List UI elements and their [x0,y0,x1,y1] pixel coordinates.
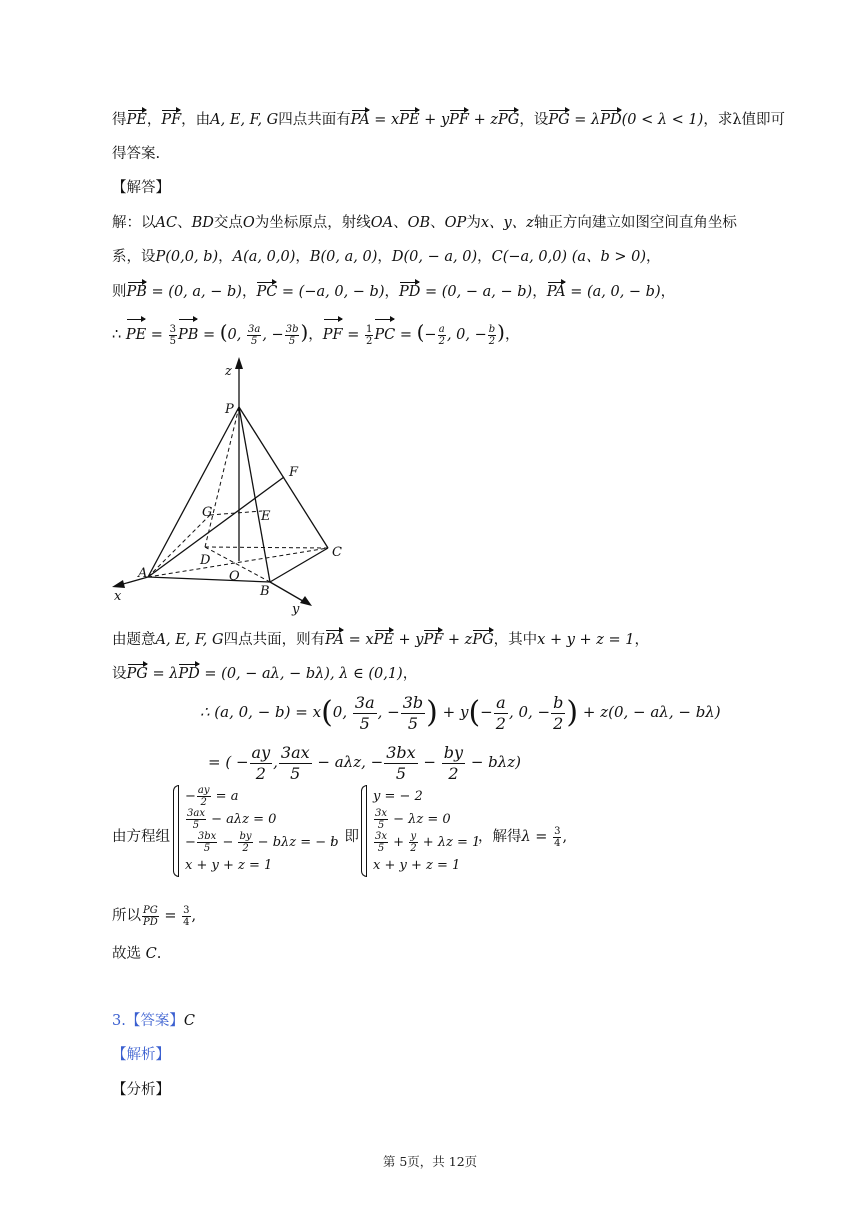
page-footer: 第 5页，共 12页 [382,1154,478,1169]
vector-pe: PE [126,112,147,128]
line-4: 系，设P(0,0, b)，A(a, 0,0)，B(0, a, 0)，D(0, − a, 0)，C(−a, 0,0) (a、b > 0)， [112,249,661,265]
label-y: y [292,602,300,617]
section-jiexi: 【解析】 [112,1047,170,1063]
label-o: O [229,569,240,584]
section-fenxi: 【分析】 [112,1082,170,1098]
line-9: ∴ (a, 0, − b) = x(0, $\frac{3a}{5}$ , − $\frac{3b}{5}$ ) + y(− $\frac{a}{2}$ , 0, − $\frac{b}{2}$ ) + z(0, − aλ, − bλ) [200,692,721,733]
line-6: ∴ PE = $\frac{3}{5}$ PB = (0, $\frac{3a}{5}$ , − $\frac{3b}{5}$ )，PF = $\frac{1}{2}$ PC = (− $\frac{a}{2}$ , 0, − $\frac{b}{2}$ )， [112,316,519,351]
line-7: 由题意A, E, F, G四点共面，则有PA = xPE + yPF + zPG，其中x + y + z = 1， [112,632,649,648]
label-f: F [289,465,299,480]
line-13: 故选 C. [112,946,162,962]
label-x: x [114,589,122,604]
line-2: 得答案. [112,146,161,162]
label-a: A [138,566,148,581]
line-3: 解：以AC、BD交点O为坐标原点，射线OA、OB、OP为x、y、z轴正方向建立如图空间直角坐标 [112,215,737,231]
label-e: E [261,509,271,524]
equation-system-1: − $\frac{ay}{2}$ = a $\frac{3ax}{5}$ − aλz = 0 − $\frac{3bx}{5}$ − $\frac{by}{2}$ − bλz = − b x + y + z = 1 [178,785,339,877]
vector-pf: PF [161,112,182,128]
section-jieda: 【解答】 [112,180,170,196]
line-1: 得PE，PF，由A, E, F, G四点共面有PA = xPE + yPF + zPG，设PG = λPD(0 < λ < 1)，求λ值即可 [112,112,786,128]
question-3-answer: 3.【答案】C [112,1013,195,1029]
equation-system-2: y = − 2 $\frac{3x}{5}$ − λz = 0 $\frac{3x}{5}$ + $\frac{y}{2}$ + λz = 1 x + y + z = 1 [366,785,480,877]
pyramid-figure [108,355,342,617]
line-8: 设PG = λPD = (0, − aλ, − bλ), λ ∈ (0,1)， [112,666,418,682]
line-5: 则PB = (0, a, − b)，PC = (−a, 0, − b)，PD = (0, − a, − b)，PA = (a, 0, − b)， [112,284,676,300]
line-11-label: 由方程组 [112,829,170,845]
line-11-result: ，解得λ = $\frac{3}{4}$ , [478,825,568,849]
label-p: P [225,402,234,417]
label-d: D [200,553,211,568]
line-11-ji: ，即 [330,829,359,845]
label-g: G [202,505,213,520]
label-c: C [332,545,342,560]
line-10: = ( − $\frac{ay}{2}$ , $\frac{3ax}{5}$ − aλz, − $\frac{3bx}{5}$ − $\frac{by}{2}$ − bλz) [208,742,522,783]
label-z: z [225,364,232,379]
line-12: 所以 $\frac{PG}{PD}$ = $\frac{3}{4}$ , [112,904,197,928]
label-b: B [260,584,270,599]
